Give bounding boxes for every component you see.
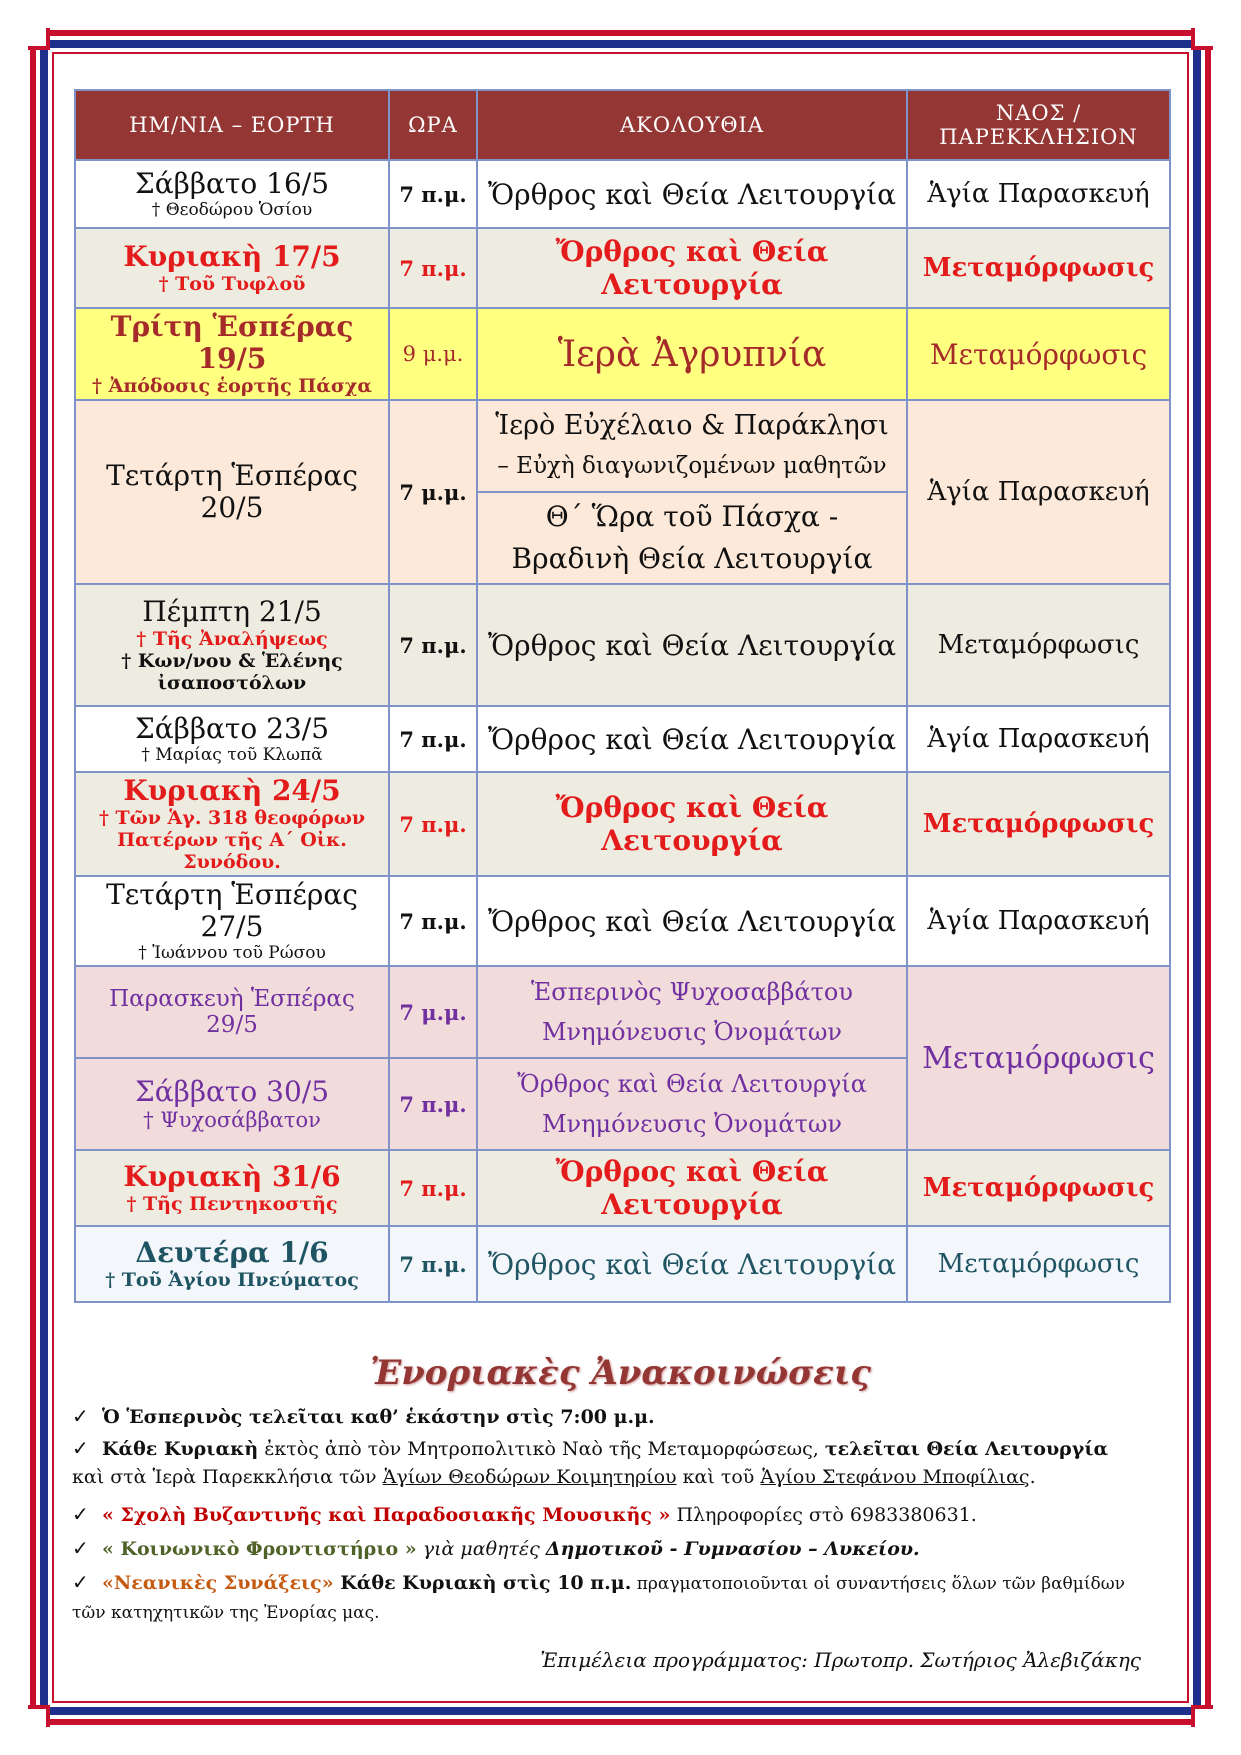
announcement-item	[72, 1434, 1172, 1491]
feast-text: ἰσαποστόλων	[157, 672, 307, 694]
feast-text: † Τῶν Ἁγ. 318 θεοφόρων	[98, 807, 366, 829]
checkmark-icon: ✓	[72, 1404, 89, 1428]
service-cell: Ὄρθρος καὶ Θεία Λειτουργία	[477, 1150, 907, 1226]
church-cell: Ἁγία Παρασκευή	[907, 160, 1170, 228]
feast-text: † Τῆς Πεντηκοστῆς	[126, 1193, 338, 1215]
feast-text: † Κων/νου & Ἑλένης	[121, 650, 343, 672]
time-cell: 7 π.μ.	[389, 584, 477, 706]
announcement-text: καὶ τοῦ	[676, 1466, 761, 1488]
date-cell	[75, 160, 389, 228]
church-cell: Ἁγία Παρασκευή	[907, 876, 1170, 966]
announcements-title: Ἐνοριακὲς Ἀνακοινώσεις	[370, 1353, 871, 1393]
announcement-text: τῶν κατηχητικῶν της Ἐνορίας μας.	[72, 1603, 380, 1623]
announcement-text: γιὰ μαθητές	[416, 1538, 546, 1560]
service-cell: Ὄρθρος καὶ Θεία Λειτουργία	[477, 876, 907, 966]
service-cell	[477, 400, 907, 492]
time-cell: 7 μ.μ.	[389, 400, 477, 584]
header-church-line1: ΝΑΟΣ /	[995, 101, 1082, 125]
header-church-line2: ΠΑΡΕΚΚΛΗΣΙΟΝ	[939, 125, 1138, 149]
table-row	[75, 966, 1170, 1058]
date-text: Σάββατο 16/5	[134, 167, 330, 200]
announcement-item	[72, 1534, 1172, 1563]
announcement-text: Ἁγίου Στεφάνου Μποφίλιας	[760, 1466, 1030, 1488]
time-cell: 7 π.μ.	[389, 876, 477, 966]
service-line: – Εὐχὴ διαγωνιζομένων μαθητῶν	[497, 453, 887, 479]
church-cell: Μεταμόρφωσις	[907, 308, 1170, 400]
service-line: Ἱερὸ Εὐχέλαιο & Παράκλησι	[495, 410, 889, 441]
announcement-text: Ὁ Ἑσπερινὸς τελεῖται καθ’ ἑκάστην στὶς 7:00 μ.μ.	[102, 1406, 655, 1428]
date-text: Δευτέρα 1/6	[135, 1236, 329, 1269]
announcement-item	[72, 1500, 1172, 1529]
table-row	[75, 308, 1170, 400]
service-line: Ἑσπερινὸς Ψυχοσαββάτου	[531, 978, 853, 1006]
time-cell: 7 π.μ.	[389, 1226, 477, 1302]
date-cell: Τετάρτη Ἑσπέρας 20/5	[75, 400, 389, 584]
announcement-text: Πληροφορίες στὸ 6983380631.	[670, 1504, 977, 1526]
editor-credit: Ἐπιμέλεια προγράμματος: Πρωτοπρ. Σωτήριος Ἀλεβιζάκης	[540, 1648, 1141, 1672]
service-line: Μνημόνευσις Ὀνομάτων	[541, 1110, 843, 1138]
table-row	[75, 228, 1170, 308]
church-cell: Μεταμόρφωσις	[907, 1150, 1170, 1226]
service-cell	[477, 492, 907, 584]
date-cell	[75, 228, 389, 308]
service-line: Θ΄ Ὥρα τοῦ Πάσχα -	[545, 500, 839, 533]
header-date: ΗΜ/ΝΙΑ – ΕΟΡΤΗ	[75, 90, 389, 160]
checkmark-icon: ✓	[72, 1436, 89, 1460]
time-cell: 7 μ.μ.	[389, 966, 477, 1058]
feast-text: † Ἀπόδοσις ἑορτῆς Πάσχα	[92, 375, 372, 397]
service-line: Μνημόνευσις Ὀνομάτων	[541, 1018, 843, 1046]
checkmark-icon: ✓	[72, 1502, 89, 1526]
checkmark-icon: ✓	[72, 1570, 89, 1594]
corner-ornament	[28, 28, 50, 50]
feast-text: Πατέρων τῆς Α΄ Οἰκ. Συνόδου.	[117, 829, 347, 873]
time-cell: 9 μ.μ.	[389, 308, 477, 400]
announcement-text: Ἁγίων Θεοδώρων Κοιμητηρίου	[382, 1466, 677, 1488]
church-cell: Μεταμόρφωσις	[907, 228, 1170, 308]
header-service: ΑΚΟΛΟΥΘΙΑ	[477, 90, 907, 160]
feast-text: † Ψυχοσάββατον	[143, 1108, 321, 1132]
time-cell: 7 π.μ.	[389, 772, 477, 876]
time-cell: 7 π.μ.	[389, 1150, 477, 1226]
feast-text: † Τοῦ Τυφλοῦ	[158, 273, 306, 295]
date-text: Τρίτη Ἑσπέρας 19/5	[110, 310, 354, 375]
feast-text: † Μαρίας τοῦ Κλωπᾶ	[141, 745, 323, 765]
date-cell	[75, 308, 389, 400]
announcement-text: «Νεανικὲς Συνάξεις»	[102, 1572, 334, 1594]
announcement-text: πραγματοποιοῦνται οἱ συναντήσεις ὅλων τῶν βαθμίδων	[631, 1574, 1125, 1594]
service-cell: Ὄρθρος καὶ Θεία Λειτουργία	[477, 584, 907, 706]
time-cell: 7 π.μ.	[389, 1058, 477, 1150]
announcement-text: ἐκτὸς ἀπὸ τὸν Μητροπολιτικὸ Ναὸ τῆς Μεταμορφώσεως,	[258, 1438, 825, 1460]
date-cell	[75, 1150, 389, 1226]
announcement-text: τελεῖται Θεία Λειτουργία	[824, 1438, 1109, 1460]
announcement-text: « Κοινωνικὸ Φροντιστήριο »	[102, 1538, 417, 1560]
feast-text: † Ἰωάννου τοῦ Ρώσου	[138, 943, 326, 963]
church-cell: Μεταμόρφωσις	[907, 1226, 1170, 1302]
announcement-item	[72, 1568, 1172, 1627]
church-cell: Ἁγία Παρασκευή	[907, 706, 1170, 772]
service-cell: Ὄρθρος καὶ Θεία Λειτουργία	[477, 1226, 907, 1302]
church-cell: Μεταμόρφωσις	[907, 966, 1170, 1150]
date-cell	[75, 772, 389, 876]
date-cell: Παρασκευὴ Ἑσπέρας 29/5	[75, 966, 389, 1058]
date-text: Σάββατο 30/5	[134, 1075, 330, 1108]
date-cell	[75, 1226, 389, 1302]
feast-text: † Θεοδώρου Ὁσίου	[151, 200, 313, 220]
corner-ornament	[1191, 1705, 1213, 1727]
announcement-text: καὶ στὰ Ἱερὰ Παρεκκλήσια τῶν	[72, 1466, 383, 1488]
schedule-table	[74, 89, 1171, 1303]
service-cell: Ὄρθρος καὶ Θεία Λειτουργία	[477, 228, 907, 308]
date-text: Κυριακὴ 31/6	[123, 1160, 341, 1193]
checkmark-icon: ✓	[72, 1536, 89, 1560]
date-cell	[75, 706, 389, 772]
time-cell: 7 π.μ.	[389, 228, 477, 308]
announcement-text: Κάθε Κυριακὴ	[102, 1438, 259, 1460]
service-line: Βραδινὴ Θεία Λειτουργία	[511, 542, 873, 575]
corner-ornament	[28, 1705, 50, 1727]
header-church	[907, 90, 1170, 160]
table-row	[75, 1226, 1170, 1302]
date-text: Τετάρτη Ἑσπέρας 27/5	[106, 878, 358, 943]
service-cell: Ὄρθρος καὶ Θεία Λειτουργία	[477, 706, 907, 772]
date-cell	[75, 584, 389, 706]
corner-ornament	[1191, 28, 1213, 50]
service-cell: Ἱερὰ Ἀγρυπνία	[477, 308, 907, 400]
announcement-text: Δημοτικοῦ - Γυμνασίου – Λυκείου.	[545, 1538, 920, 1560]
date-text: Κυριακὴ 24/5	[123, 774, 341, 807]
feast-text: † Τῆς Ἀναλήψεως	[136, 628, 328, 650]
service-cell	[477, 1058, 907, 1150]
table-row	[75, 1150, 1170, 1226]
announcement-item	[72, 1402, 1172, 1431]
announcement-text: .	[1029, 1466, 1036, 1488]
church-cell: Μεταμόρφωσις	[907, 584, 1170, 706]
time-cell: 7 π.μ.	[389, 706, 477, 772]
time-cell: 7 π.μ.	[389, 160, 477, 228]
table-row	[75, 772, 1170, 876]
service-line: Ὄρθρος καὶ Θεία Λειτουργία	[517, 1070, 867, 1098]
service-cell	[477, 966, 907, 1058]
table-row	[75, 876, 1170, 966]
date-cell	[75, 876, 389, 966]
date-text: Κυριακὴ 17/5	[123, 240, 341, 273]
table-row	[75, 584, 1170, 706]
date-cell	[75, 1058, 389, 1150]
table-row	[75, 160, 1170, 228]
announcement-text: Κάθε Κυριακὴ στὶς 10 π.μ.	[333, 1572, 632, 1594]
church-cell: Μεταμόρφωσις	[907, 772, 1170, 876]
church-cell: Ἁγία Παρασκευή	[907, 400, 1170, 584]
service-cell: Ὄρθρος καὶ Θεία Λειτουργία	[477, 772, 907, 876]
date-text: Πέμπτη 21/5	[142, 595, 322, 628]
header-time: ΩΡΑ	[389, 90, 477, 160]
date-text: Σάββατο 23/5	[134, 712, 330, 745]
table-row	[75, 400, 1170, 492]
announcement-text: « Σχολὴ Βυζαντινῆς καὶ Παραδοσιακῆς Μουσικῆς »	[102, 1504, 671, 1526]
table-row	[75, 706, 1170, 772]
service-cell: Ὄρθρος καὶ Θεία Λειτουργία	[477, 160, 907, 228]
feast-text: † Τοῦ Ἁγίου Πνεύματος	[105, 1269, 359, 1291]
table-header-row	[75, 90, 1170, 160]
